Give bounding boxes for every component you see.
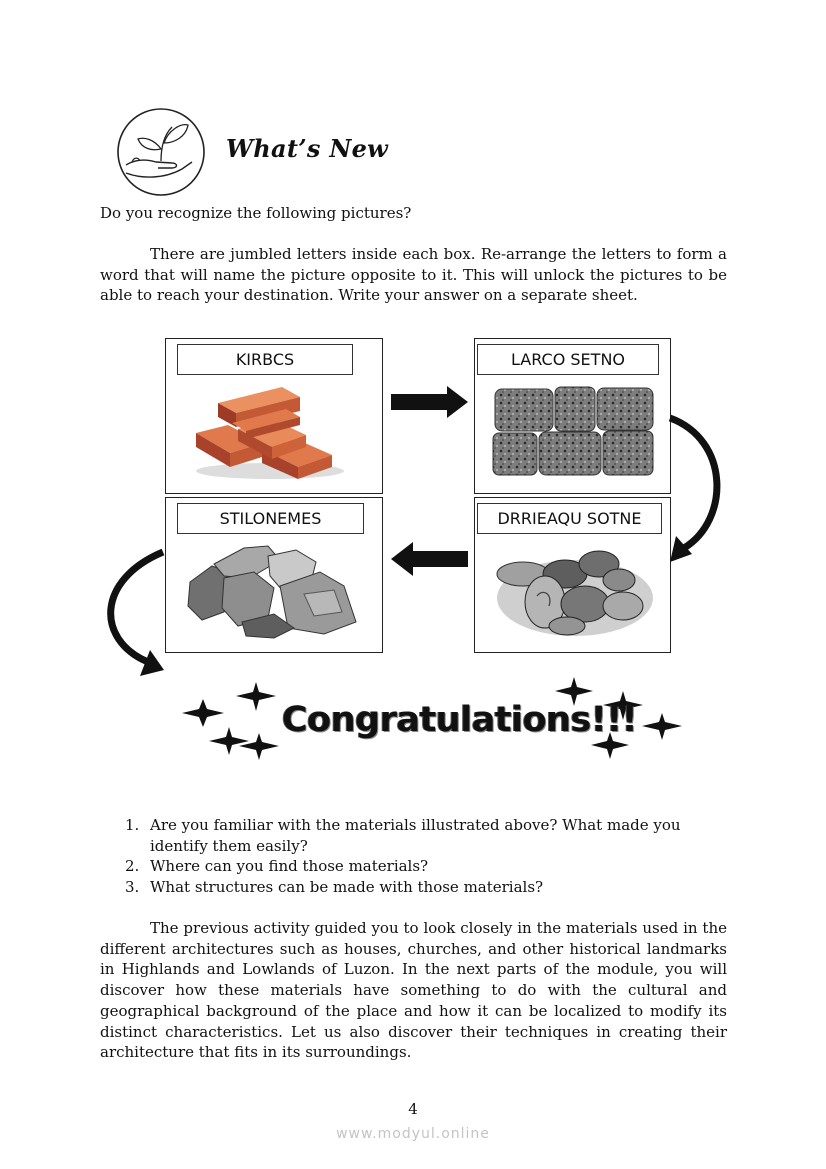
question-number: 3. [125,878,140,897]
jumbled-word-box: STILONEMES [177,503,364,534]
curved-arrow-return-icon [111,552,164,676]
activity-instructions: There are jumbled letters inside each box. Re-arrange the letters to form a word that will name the picture opposite to it. This will unlock the pictures to be able to reach your destination. Write your answer on a separate sheet. [100,245,727,305]
jumbled-word-box: KIRBCS [177,344,353,375]
congratulations-text: Congratulations!!! [282,700,638,740]
watermark: www.modyul.online [336,1126,490,1142]
question-text: Where can you find those materials? [150,857,429,876]
question-number: 2. [125,857,140,876]
jumbled-word-box: LARCO SETNO [477,344,659,375]
guide-questions [100,815,727,898]
list-item [100,877,727,898]
intro-question: Do you recognize the following pictures? [100,204,412,222]
question-text: Are you familiar with the materials illustrated above? What made you identify them easily? [150,816,681,855]
jumbled-word-box: DRRIEAQU SOTNE [477,503,662,534]
closing-paragraph: The previous activity guided you to look closely in the materials used in the different architectures such as houses, churches, and other historical landmarks in Highlands and Lowlands of Luzon. In the next parts of the module, you will discover how these materials have something to do with the cultural and geographical background of the place and how it can be localized to modify its distinct characteristics. Let us also discover their techniques in creating their architecture that fits in its surroundings. [100,919,727,1062]
arrow-right-icon [391,386,468,418]
curved-arrow-down-icon [670,418,717,562]
page-number: 4 [408,1100,418,1118]
question-number: 1. [125,816,140,834]
question-text: What structures can be made with those materials? [150,878,544,897]
arrow-left-icon [391,542,468,576]
section-title: What’s New [226,134,389,163]
list-item [100,815,727,856]
list-item [100,856,727,877]
